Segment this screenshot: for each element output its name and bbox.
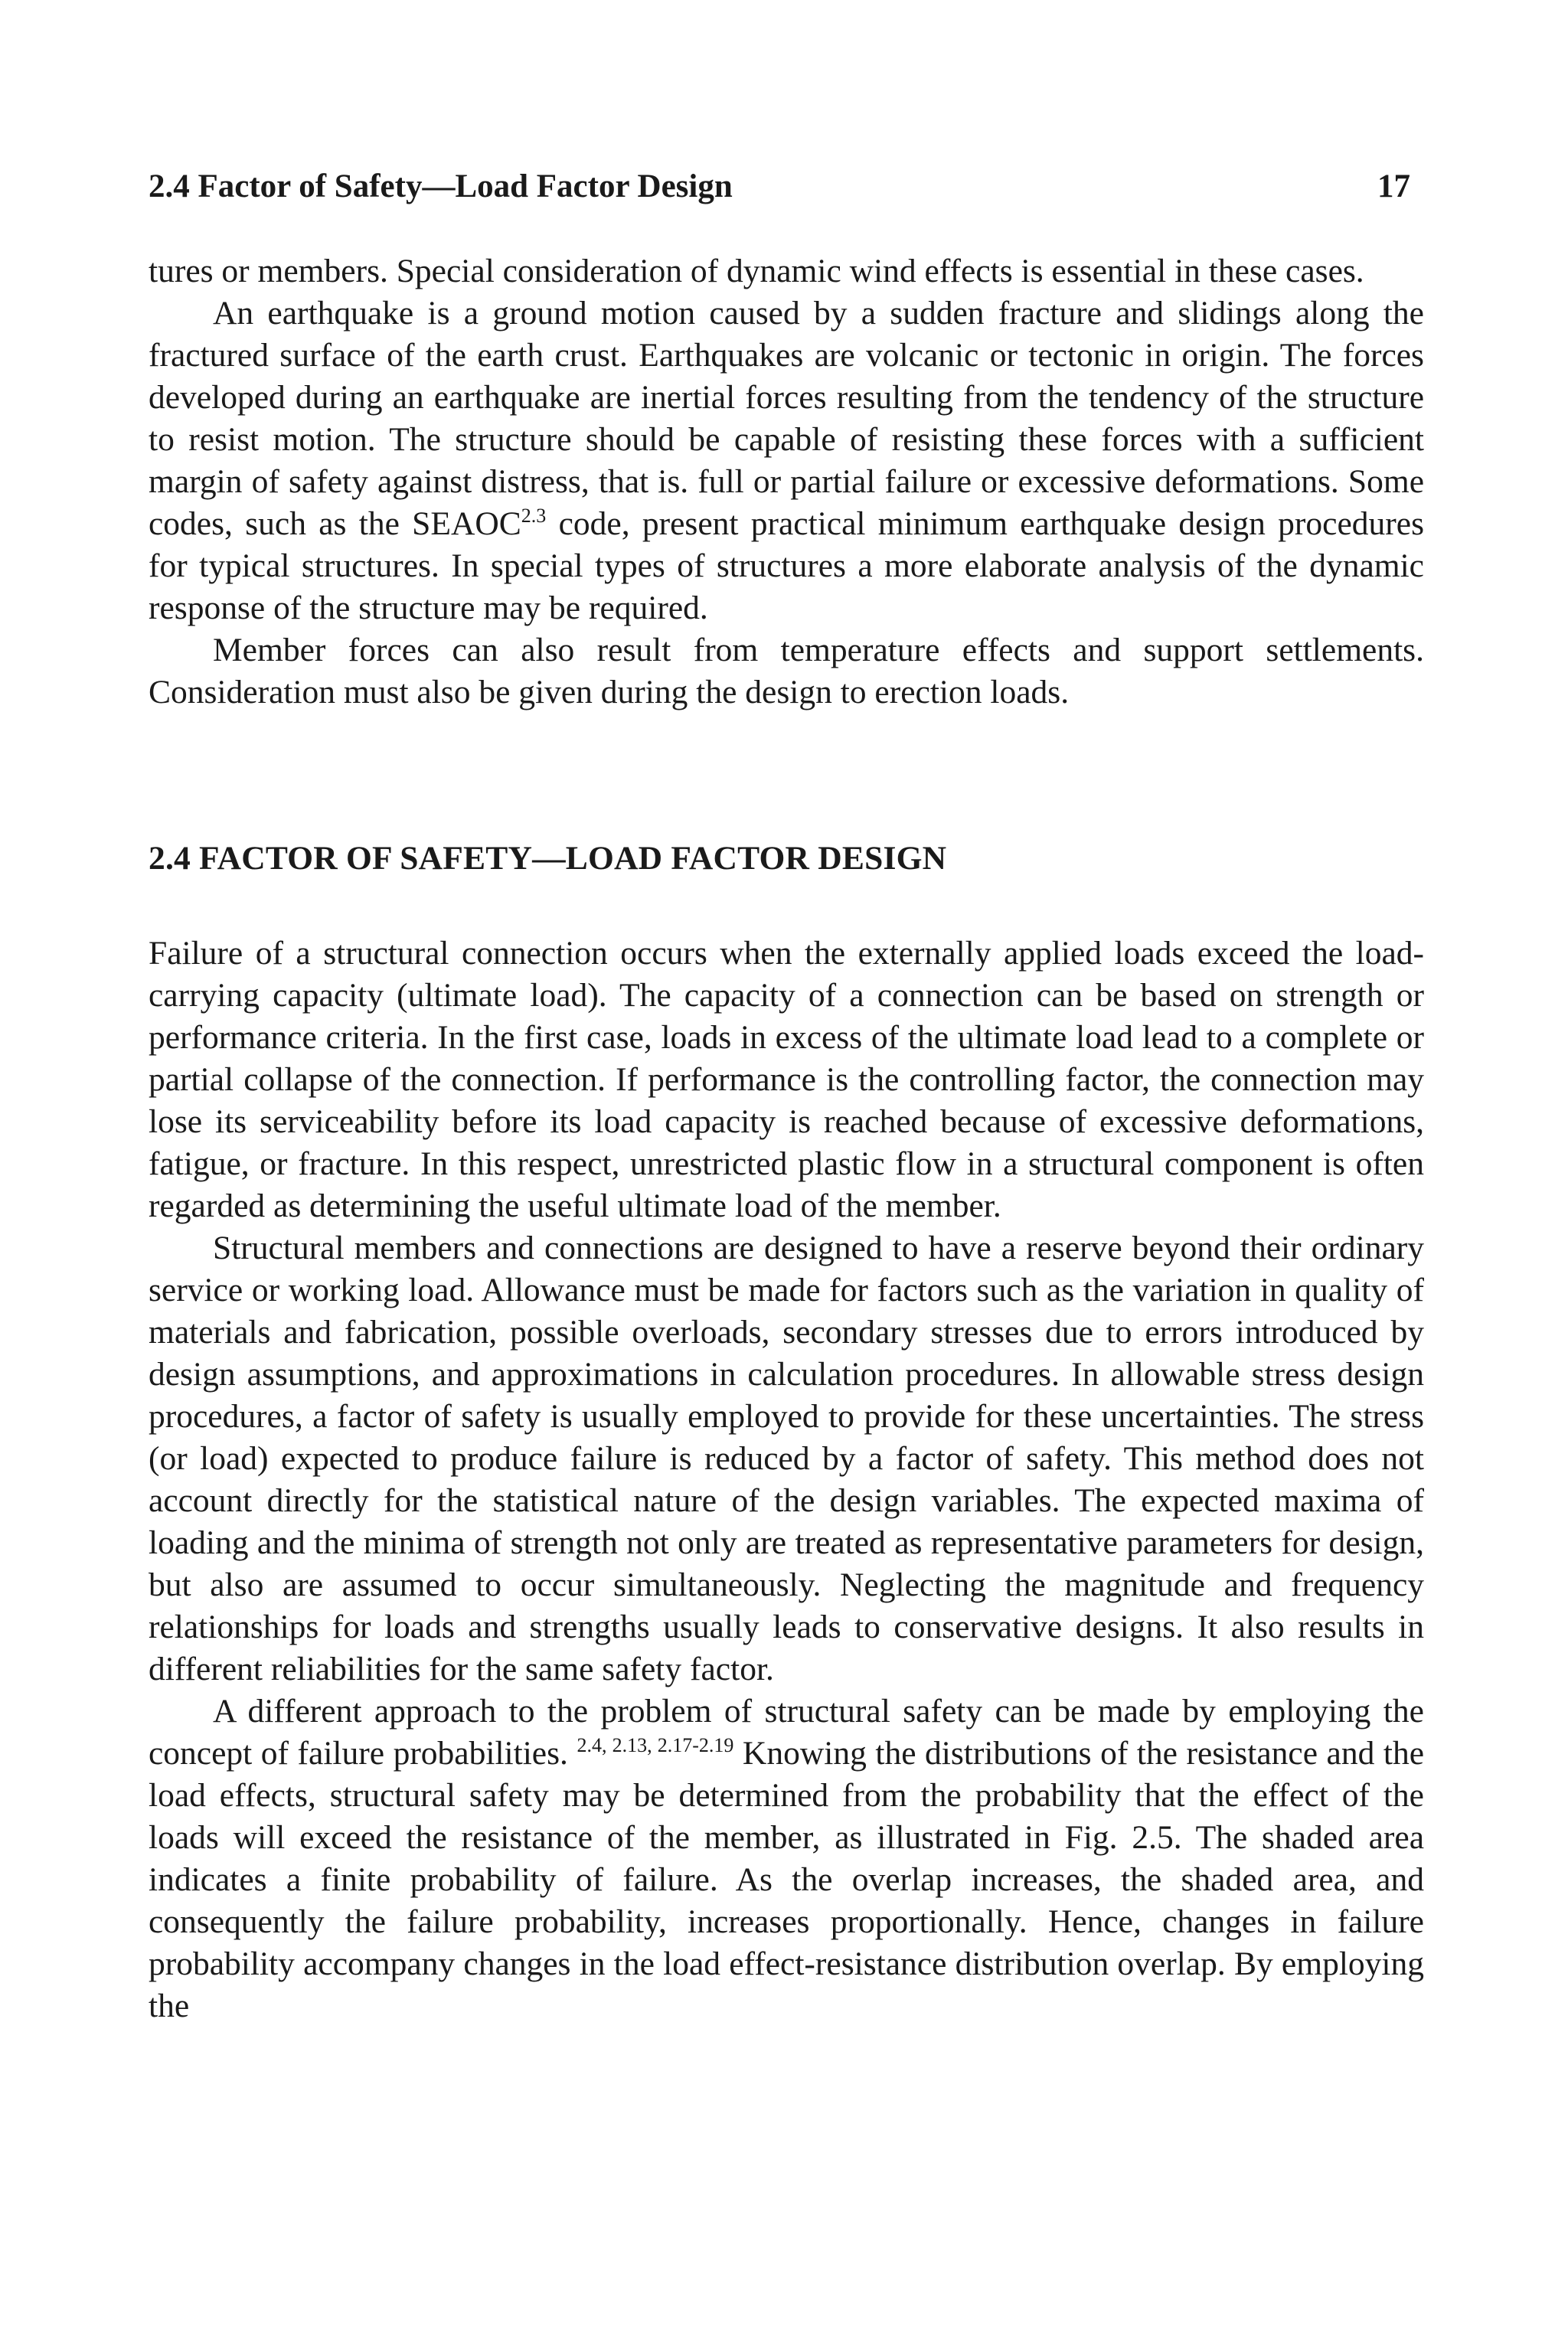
paragraph-probability xyxy=(149,1690,1424,2027)
paragraph-reserve: Structural members and connections are designed to have a reserve beyond their ordinary service or working load. Allowance must be made for factors such as the variation in quality of materials and fabrication, possible overloads, secondary stresses due to errors introduced by design assumptions, and approximations in calculation procedures. In allowable stress design procedures, a factor of safety is usually employed to provide for these uncertainties. The stress (or load) expected to produce failure is reduced by a factor of safety. This method does not account directly for the statistical nature of the design variables. The expected maxima of loading and the minima of strength not only are treated as representative parameters for design, but also are assumed to occur simultaneously. Neglecting the magnitude and frequency relationships for loads and strengths usually leads to conservative designs. It also results in different reliabilities for the same safety factor. xyxy=(149,1230,1424,1687)
paragraph-probability-text-a: A different approach to the problem of structural safety can be made by employing the concept of failure probabilities. xyxy=(149,1693,1424,1772)
paragraph-probability-text-b: Knowing the distributions of the resistance and the load effects, structural safety may be determined from the probability that the effect of the loads will exceed the resistance of the member, as illustrated in Fig. 2.5. The shaded area indicates a finite probability of failure. As the overlap increases, the shaded area, and consequently the failure probability, increases proportionally. Hence, changes in failure probability accompany changes in the load effect-resistance distribution overlap. By employing the xyxy=(149,1735,1424,2024)
paragraph-earthquake-text-a: An earthquake is a ground motion caused by a sudden fracture and slidings along the fractured surface of the earth crust. Earthquakes are volcanic or tectonic in origin. The forces developed during an earthquake are inertial forces resulting from the tendency of the structure to resist motion. The structure should be capable of resisting these forces with a sufficient margin of safety against distress, that is. full or partial failure or excessive deformations. Some codes, such as the SEAOC xyxy=(149,295,1424,542)
paragraph-wind-continuation: tures or members. Special consideration of dynamic wind effects is essential in these cases. xyxy=(149,253,1364,289)
paragraph-earthquake xyxy=(149,292,1424,629)
citation-superscript: 2.3 xyxy=(521,505,547,527)
page-number: 17 xyxy=(1377,168,1410,204)
text-block-section xyxy=(149,933,1424,2027)
text-block-intro xyxy=(149,250,1424,714)
running-header-title: 2.4 Factor of Safety—Load Factor Design xyxy=(149,168,733,204)
paragraph-failure: Failure of a structural connection occurs when the externally applied loads exceed the load-carrying capacity (ultimate load). The capacity of a connection can be based on strength or performance criteria. In the first case, loads in excess of the ultimate load lead to a complete or partial collapse of the connection. If performance is the controlling factor, the connection may lose its serviceability before its load capacity is reached because of excessive deformations, fatigue, or fracture. In this respect, unrestricted plastic flow in a structural component is often regarded as determining the useful ultimate load of the member. xyxy=(149,935,1424,1224)
paragraph-earthquake-text-b: code, present practical minimum earthquake design procedures for typical structures. In special types of structures a more elaborate analysis of the dynamic response of the structure may be required. xyxy=(149,505,1425,626)
paragraph-member-forces: Member forces can also result from temperature effects and support settlements. Consideration must also be given during the design to erection loads. xyxy=(149,632,1424,710)
citation-superscript: 2.4, 2.13, 2.17-2.19 xyxy=(577,1734,734,1756)
section-heading: 2.4 FACTOR OF SAFETY—LOAD FACTOR DESIGN xyxy=(149,840,947,877)
